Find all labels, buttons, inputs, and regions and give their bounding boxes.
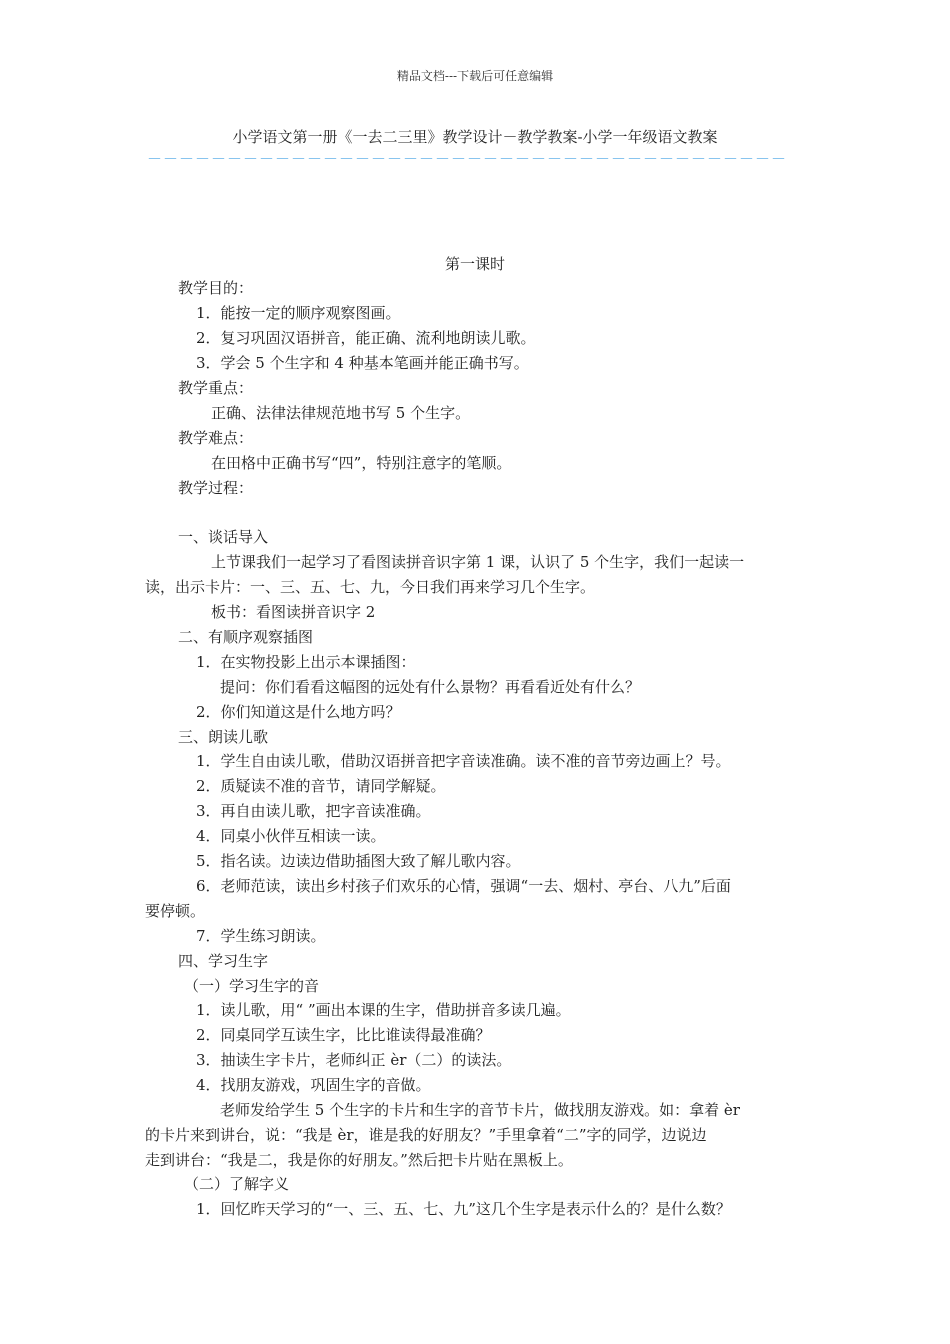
section-label: 教学重点： xyxy=(178,379,254,397)
paragraph: 上节课我们一起学习了看图读拼音识字第 1 课，认识了 5 个生字，我们一起读一 xyxy=(211,553,745,571)
section-label: 教学目的： xyxy=(178,279,254,297)
list-item: 5．指名读。边读边借助插图大致了解儿歌内容。 xyxy=(196,852,521,870)
section-heading: 三、朗读儿歌 xyxy=(178,728,269,746)
paragraph: 老师发给学生 5 个生字的卡片和生字的音节卡片，做找朋友游戏。如：拿着 èr xyxy=(220,1101,740,1119)
list-item: 1．在实物投影上出示本课插图： xyxy=(196,653,416,671)
list-item: 1．回忆昨天学习的“一、三、五、七、九”这几个生字是表示什么的？是什么数？ xyxy=(196,1200,731,1218)
paragraph: 正确、法律法律规范地书写 5 个生字。 xyxy=(211,404,471,422)
paragraph: 读，出示卡片：一、三、五、七、九，今日我们再来学习几个生字。 xyxy=(145,578,596,596)
list-item: 3．抽读生字卡片，老师纠正 èr（二）的读法。 xyxy=(196,1051,512,1069)
paragraph: 的卡片来到讲台，说：“我是 èr，谁是我的好朋友？”手里拿着“二”字的同学，边说边 xyxy=(145,1126,707,1144)
list-item: 2．复习巩固汉语拼音，能正确、流利地朗读儿歌。 xyxy=(196,329,536,347)
list-item: 1．学生自由读儿歌，借助汉语拼音把字音读准确。读不准的音节旁边画上？号。 xyxy=(196,752,731,770)
list-item: 2．同桌同学互读生字，比比谁读得最准确？ xyxy=(196,1026,491,1044)
list-item: 4．同桌小伙伴互相读一读。 xyxy=(196,827,386,845)
list-item: 2．你们知道这是什么地方吗？ xyxy=(196,703,401,721)
subsection-heading: （一）学习生字的音 xyxy=(184,977,320,995)
list-item: 7．学生练习朗读。 xyxy=(196,927,326,945)
lesson-heading: 第一课时 xyxy=(444,255,505,273)
paragraph: 提问：你们看看这幅图的远处有什么景物？再看看近处有什么？ xyxy=(220,678,641,696)
title-dashed-rule: －－－－－－－－－－－－－－－－－－－－－－－－－－－－－－－－－－－－－－－－ xyxy=(147,150,788,168)
list-item: 1．能按一定的顺序观察图画。 xyxy=(196,304,401,322)
list-item: 3．学会 5 个生字和 4 种基本笔画并能正确书写。 xyxy=(196,354,529,372)
section-heading: 一、谈话导入 xyxy=(178,528,269,546)
list-item: 6．老师范读，读出乡村孩子们欢乐的心情，强调“一去、烟村、亭台、八九”后面 xyxy=(196,877,731,895)
section-heading: 四、学习生字 xyxy=(178,952,269,970)
list-item: 2．质疑读不准的音节，请同学解疑。 xyxy=(196,777,446,795)
document-title: 小学语文第一册《一去二三里》教学设计－教学教案-小学一年级语文教案 xyxy=(232,128,718,146)
section-label: 教学难点： xyxy=(178,429,254,447)
paragraph: 板书：看图读拼音识字 2 xyxy=(211,603,376,621)
section-label: 教学过程： xyxy=(178,479,254,497)
paragraph: 在田格中正确书写“四”，特别注意字的笔顺。 xyxy=(211,454,512,472)
list-item: 4．找朋友游戏，巩固生字的音做。 xyxy=(196,1076,431,1094)
subsection-heading: （二）了解字义 xyxy=(184,1175,290,1193)
paragraph: 要停顿。 xyxy=(145,902,206,920)
list-item: 3．再自由读儿歌，把字音读准确。 xyxy=(196,802,431,820)
paragraph: 走到讲台：“我是二，我是你的好朋友。”然后把卡片贴在黑板上。 xyxy=(145,1151,573,1169)
page-header: 精品文档---下载后可任意编辑 xyxy=(396,69,554,83)
list-item: 1．读儿歌，用“ ”画出本课的生字，借助拼音多读几遍。 xyxy=(196,1001,571,1019)
section-heading: 二、有顺序观察插图 xyxy=(178,628,314,646)
